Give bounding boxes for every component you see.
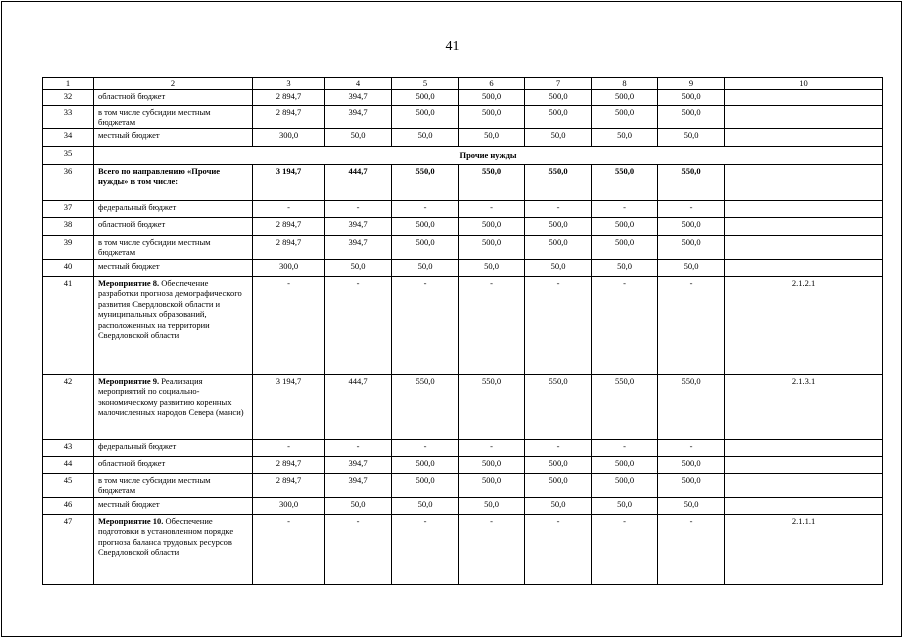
value-cell: 394,7: [325, 217, 392, 235]
table-row: [43, 164, 883, 200]
value-cell: -: [525, 439, 592, 456]
value-cell: 500,0: [392, 105, 459, 128]
value-cell: 2 894,7: [253, 217, 325, 235]
value-cell: 50,0: [525, 497, 592, 514]
value-cell: 500,0: [658, 217, 725, 235]
row-description: [94, 128, 253, 146]
row-number: 47: [43, 514, 94, 584]
value-cell: -: [325, 439, 392, 456]
value-cell: 50,0: [325, 497, 392, 514]
row-title: в том числе субсидии местным бюджетам: [98, 236, 211, 257]
value-cell: 50,0: [459, 128, 525, 146]
value-cell: -: [253, 439, 325, 456]
row-number: 37: [43, 200, 94, 217]
value-cell: 50,0: [392, 259, 459, 276]
value-cell: 550,0: [392, 164, 459, 200]
value-cell: 500,0: [658, 473, 725, 497]
page-number: 41: [445, 39, 460, 54]
value-cell: 444,7: [325, 164, 392, 200]
header-cell: 6: [459, 78, 525, 90]
value-cell: 394,7: [325, 235, 392, 259]
reference-cell: [725, 164, 883, 200]
row-number: 39: [43, 235, 94, 259]
reference-cell: 2.1.3.1: [725, 374, 883, 439]
reference-cell: [725, 473, 883, 497]
row-title: местный бюджет: [98, 260, 160, 271]
value-cell: 500,0: [592, 456, 658, 473]
value-cell: 550,0: [592, 164, 658, 200]
value-cell: 550,0: [392, 374, 459, 439]
row-number: 32: [43, 89, 94, 105]
value-cell: 500,0: [658, 235, 725, 259]
value-cell: -: [325, 276, 392, 374]
value-cell: 50,0: [592, 259, 658, 276]
value-cell: -: [525, 200, 592, 217]
value-cell: -: [392, 439, 459, 456]
row-description: [94, 374, 253, 439]
value-cell: 500,0: [658, 89, 725, 105]
row-title: в том числе субсидии местным бюджетам: [98, 106, 211, 127]
value-cell: -: [658, 439, 725, 456]
section-heading: Прочие нужды: [94, 146, 883, 164]
value-cell: -: [658, 276, 725, 374]
value-cell: 550,0: [525, 374, 592, 439]
value-cell: 500,0: [392, 473, 459, 497]
value-cell: 500,0: [525, 456, 592, 473]
table-row: [43, 146, 883, 164]
value-cell: 50,0: [392, 128, 459, 146]
value-cell: 50,0: [459, 497, 525, 514]
row-number: 45: [43, 473, 94, 497]
value-cell: -: [459, 276, 525, 374]
value-cell: 500,0: [392, 456, 459, 473]
value-cell: 394,7: [325, 105, 392, 128]
value-cell: 500,0: [459, 217, 525, 235]
value-cell: 300,0: [253, 497, 325, 514]
table-row: [43, 276, 883, 374]
table-row: [43, 439, 883, 456]
table-row: [43, 473, 883, 497]
value-cell: -: [459, 514, 525, 584]
value-cell: -: [459, 200, 525, 217]
reference-cell: [725, 259, 883, 276]
value-cell: 550,0: [459, 164, 525, 200]
reference-cell: [725, 235, 883, 259]
value-cell: 500,0: [525, 217, 592, 235]
table-row: [43, 105, 883, 128]
table-row: [43, 89, 883, 105]
header-cell: 4: [325, 78, 392, 90]
row-title: в том числе субсидии местным бюджетам: [98, 474, 211, 495]
value-cell: 50,0: [459, 259, 525, 276]
table-row: [43, 497, 883, 514]
value-cell: -: [253, 276, 325, 374]
value-cell: 2 894,7: [253, 235, 325, 259]
value-cell: 300,0: [253, 259, 325, 276]
row-description: [94, 514, 253, 584]
header-cell: 3: [253, 78, 325, 90]
value-cell: 500,0: [525, 473, 592, 497]
table-row: [43, 374, 883, 439]
header-cell: 10: [725, 78, 883, 90]
value-cell: 2 894,7: [253, 89, 325, 105]
row-description: [94, 217, 253, 235]
row-number: 46: [43, 497, 94, 514]
value-cell: 2 894,7: [253, 105, 325, 128]
row-number: 34: [43, 128, 94, 146]
value-cell: 50,0: [525, 259, 592, 276]
table-row: [43, 235, 883, 259]
table-row: [43, 514, 883, 584]
header-cell: 7: [525, 78, 592, 90]
value-cell: 500,0: [525, 105, 592, 128]
value-cell: 50,0: [658, 259, 725, 276]
row-title: Обеспечение разработки прогноза демографического развития Свердловской области и муниципальных образований, расположенных на территории Свердловской области: [98, 277, 242, 340]
reference-cell: [725, 200, 883, 217]
value-cell: 50,0: [658, 128, 725, 146]
value-cell: 500,0: [459, 235, 525, 259]
header-cell: 8: [592, 78, 658, 90]
reference-cell: [725, 456, 883, 473]
value-cell: 444,7: [325, 374, 392, 439]
table-header-row: [43, 78, 883, 90]
value-cell: 550,0: [592, 374, 658, 439]
value-cell: 50,0: [325, 128, 392, 146]
row-description: [94, 89, 253, 105]
value-cell: -: [392, 200, 459, 217]
row-number: 38: [43, 217, 94, 235]
value-cell: -: [392, 514, 459, 584]
value-cell: 500,0: [459, 89, 525, 105]
row-description: [94, 200, 253, 217]
value-cell: 50,0: [592, 497, 658, 514]
value-cell: 550,0: [525, 164, 592, 200]
value-cell: 50,0: [392, 497, 459, 514]
value-cell: 550,0: [459, 374, 525, 439]
row-title-bold: Мероприятие 10.: [98, 515, 164, 526]
value-cell: 500,0: [658, 105, 725, 128]
value-cell: -: [592, 514, 658, 584]
value-cell: 500,0: [525, 235, 592, 259]
reference-cell: [725, 105, 883, 128]
value-cell: 50,0: [658, 497, 725, 514]
value-cell: -: [325, 200, 392, 217]
value-cell: 500,0: [592, 217, 658, 235]
value-cell: 500,0: [592, 89, 658, 105]
value-cell: -: [592, 439, 658, 456]
row-number: 41: [43, 276, 94, 374]
value-cell: 50,0: [592, 128, 658, 146]
row-description: [94, 456, 253, 473]
budget-table: [42, 77, 883, 585]
table-row: [43, 200, 883, 217]
value-cell: -: [592, 276, 658, 374]
value-cell: 300,0: [253, 128, 325, 146]
value-cell: 394,7: [325, 456, 392, 473]
value-cell: 500,0: [392, 89, 459, 105]
value-cell: 394,7: [325, 473, 392, 497]
row-number: 35: [43, 146, 94, 164]
row-title: Обеспечение подготовки в установленном порядке прогноза баланса трудовых ресурсов Свердловской области: [98, 515, 234, 557]
row-title: местный бюджет: [98, 498, 160, 509]
reference-cell: [725, 497, 883, 514]
reference-cell: 2.1.2.1: [725, 276, 883, 374]
value-cell: -: [525, 514, 592, 584]
value-cell: 500,0: [658, 456, 725, 473]
row-description: [94, 259, 253, 276]
table-row: [43, 217, 883, 235]
value-cell: 550,0: [658, 374, 725, 439]
row-title: федеральный бюджет: [98, 440, 177, 451]
value-cell: 500,0: [392, 217, 459, 235]
row-title: федеральный бюджет: [98, 201, 177, 212]
value-cell: -: [392, 276, 459, 374]
row-title: областной бюджет: [98, 457, 166, 468]
row-description: [94, 497, 253, 514]
header-cell: 2: [94, 78, 253, 90]
row-description: [94, 276, 253, 374]
reference-cell: [725, 89, 883, 105]
value-cell: -: [253, 200, 325, 217]
reference-cell: [725, 439, 883, 456]
row-number: 36: [43, 164, 94, 200]
value-cell: -: [658, 514, 725, 584]
header-cell: 9: [658, 78, 725, 90]
value-cell: 50,0: [325, 259, 392, 276]
value-cell: 3 194,7: [253, 164, 325, 200]
value-cell: 500,0: [392, 235, 459, 259]
value-cell: 2 894,7: [253, 456, 325, 473]
value-cell: 500,0: [592, 473, 658, 497]
table-row: [43, 456, 883, 473]
row-description: [94, 164, 253, 200]
value-cell: -: [325, 514, 392, 584]
row-number: 44: [43, 456, 94, 473]
table-body: [43, 78, 883, 585]
row-number: 42: [43, 374, 94, 439]
value-cell: 500,0: [592, 105, 658, 128]
row-description: [94, 439, 253, 456]
row-title-bold: Мероприятие 9.: [98, 375, 160, 386]
row-description: [94, 105, 253, 128]
row-title: областной бюджет: [98, 218, 166, 229]
value-cell: -: [459, 439, 525, 456]
reference-cell: 2.1.1.1: [725, 514, 883, 584]
row-title-bold: Мероприятие 8.: [98, 277, 160, 288]
row-title-bold: Всего по направлению «Прочие нужды» в том числе:: [98, 165, 221, 186]
row-description: [94, 473, 253, 497]
table-row: [43, 128, 883, 146]
value-cell: 500,0: [459, 473, 525, 497]
row-description: [94, 235, 253, 259]
reference-cell: [725, 128, 883, 146]
value-cell: -: [253, 514, 325, 584]
value-cell: 394,7: [325, 89, 392, 105]
value-cell: -: [592, 200, 658, 217]
header-cell: 1: [43, 78, 94, 90]
row-title: местный бюджет: [98, 129, 160, 140]
value-cell: 500,0: [459, 105, 525, 128]
value-cell: 3 194,7: [253, 374, 325, 439]
row-title: областной бюджет: [98, 90, 166, 101]
value-cell: 500,0: [459, 456, 525, 473]
reference-cell: [725, 217, 883, 235]
value-cell: 500,0: [525, 89, 592, 105]
value-cell: 2 894,7: [253, 473, 325, 497]
table-row: [43, 259, 883, 276]
row-title: Реализация мероприятий по социально-экономическому развитию коренных малочисленных народов Севера (манси): [98, 375, 244, 417]
value-cell: 50,0: [525, 128, 592, 146]
value-cell: 500,0: [592, 235, 658, 259]
row-number: 33: [43, 105, 94, 128]
header-cell: 5: [392, 78, 459, 90]
value-cell: -: [525, 276, 592, 374]
value-cell: -: [658, 200, 725, 217]
value-cell: 550,0: [658, 164, 725, 200]
row-number: 43: [43, 439, 94, 456]
row-number: 40: [43, 259, 94, 276]
